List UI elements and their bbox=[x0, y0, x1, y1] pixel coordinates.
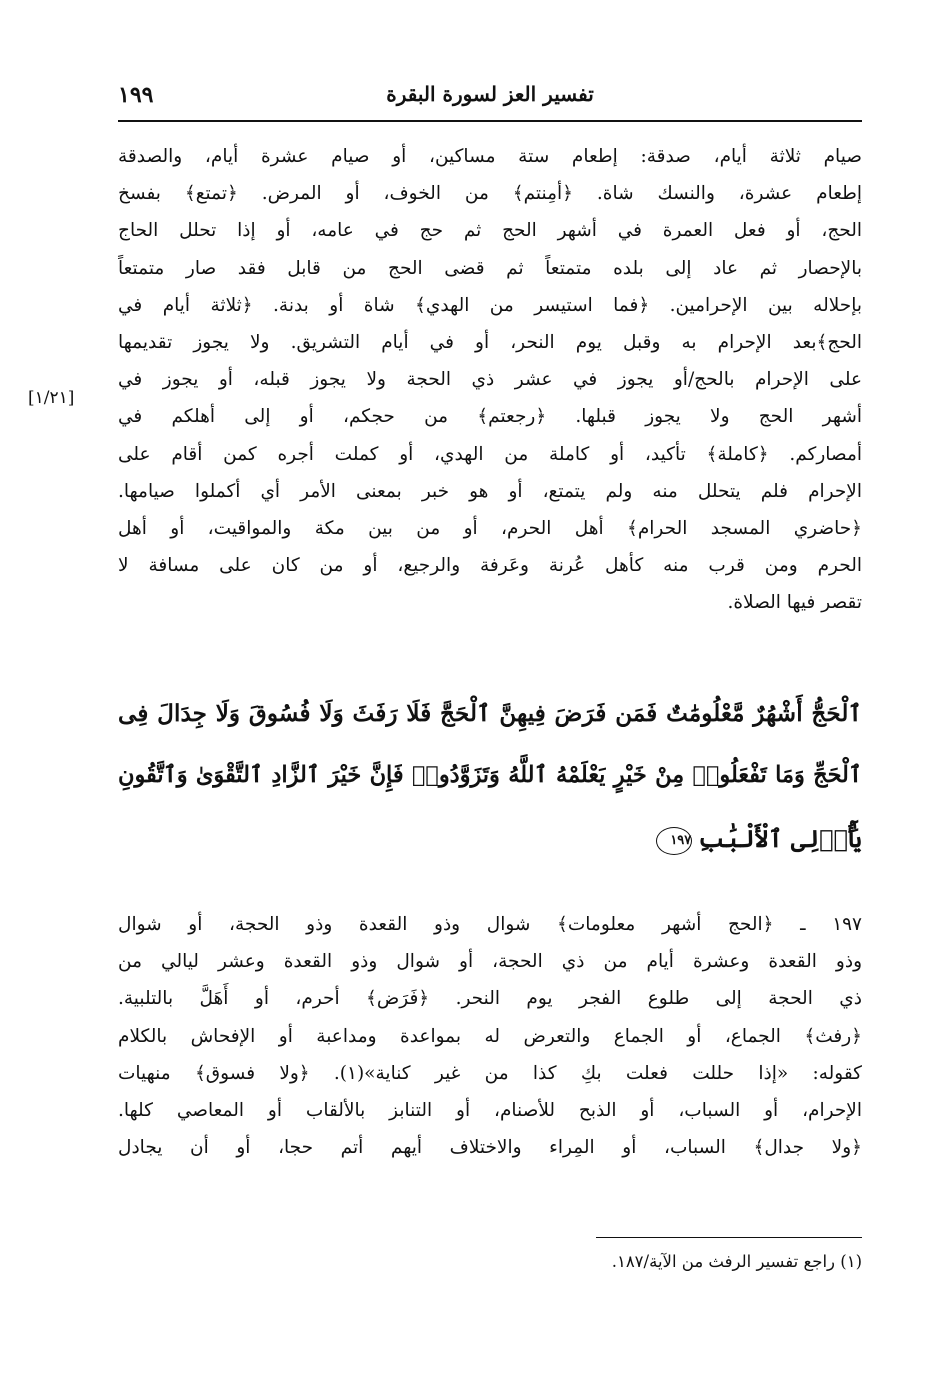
footnote: (١) راجع تفسير الرفث من الآية/١٨٧. bbox=[611, 1252, 862, 1271]
text-line: على الإحرام بالحج/أو يجوز في عشر ذي الحجة ولا يجوز قبله، أو يجوز في bbox=[118, 369, 862, 391]
text-line: صيام ثلاثة أيام، صدقة: إطعام ستة مساكين، أو صيام عشرة أيام، والصدقة bbox=[118, 146, 862, 167]
running-title: تفسير العز لسورة البقرة bbox=[386, 82, 594, 106]
text-line: ذي الحجة إلى طلوع الفجر يوم النحر. ﴿فَرَض﴾ أحرم، أو أَهَلَّ بالتلبية. bbox=[118, 988, 862, 1010]
page-header bbox=[118, 82, 862, 116]
quran-line: ٱلْحَجُّ أَشْهُرٌ مَّعْلُومَٰتٌ فَمَن فَرَضَ فِيهِنَّ ٱلْحَجَّ فَلَا رَفَثَ وَلَا فُسُوقَ وَلَا جِدَالَ فِى bbox=[118, 700, 862, 727]
footnote-rule bbox=[596, 1237, 862, 1238]
quran-line-last bbox=[118, 824, 862, 886]
commentary-paragraph-1 bbox=[118, 138, 862, 621]
text-line: بإحلاله بين الإحرامين. ﴿فما استيسر من الهدي﴾ شاة أو بدنة. ﴿ثلاثة أيام في bbox=[118, 294, 862, 316]
text-line: ١٩٧ ـ ﴿الحج أشهر معلومات﴾ شوال وذو القعدة وذو الحجة، أو شوال bbox=[118, 914, 862, 935]
quran-verse-block bbox=[118, 700, 862, 886]
text-line: الحرم ومن قرب منه كأهل عُرنة وعَرفة والرجيع، أو من كان على مسافة لا bbox=[118, 555, 862, 577]
quran-line: ٱلْحَجِّ وَمَا تَفْعَلُوا۟ مِنْ خَيْرٍ يَعْلَمْهُ ٱللَّهُ وَتَزَوَّدُوا۟ فَإِنَّ خَيْرَ ٱلزَّادِ ٱلتَّقْوَىٰ وَٱتَّقُونِ bbox=[118, 762, 862, 788]
text-line: تقصر فيها الصلاة. bbox=[727, 592, 862, 614]
text-line: ﴿ولا جدال﴾ السباب، أو المِراء والاختلاف أيهم أتم حجا، أو أن يجادل bbox=[118, 1137, 862, 1159]
header-rule bbox=[118, 120, 862, 122]
text-line: ﴿حاضري المسجد الحرام﴾ أهل الحرم، أو من بين مكة والمواقيت، أو أهل bbox=[118, 517, 862, 539]
commentary-paragraph-2 bbox=[118, 906, 862, 1166]
text-line: الإحرام، أو السباب، أو الذبح للأصنام، أو التنابز بالألقاب أو المعاصي كلها. bbox=[118, 1099, 862, 1121]
text-line: أشهر الحج ولا يجوز قبلها. ﴿رجعتم﴾ من حجكم، أو إلى أهلكم في bbox=[118, 406, 862, 428]
text-line: الإحرام فلم يتحلل منه ولم يتمتع، أو هو خبر بمعنى الأمر أي أكملوا صيامها. bbox=[118, 480, 862, 502]
text-line: كقوله: «إذا حللت فعلت بكِ كذا من غير كناية»(١). ﴿ولا فسوق﴾ منهيات bbox=[118, 1062, 862, 1084]
page-number: ١٩٩ bbox=[118, 82, 154, 108]
manuscript-folio-reference: [١/٢١] bbox=[28, 388, 75, 408]
text-line: وذو القعدة وعشرة أيام من ذي الحجة، أو شوال وذو القعدة وعشر ليالي من bbox=[118, 951, 862, 973]
text-line: ﴿رفث﴾ الجماع، أو الجماع والتعرض له بمواعدة ومداعبة أو الإفحاش بالكلام bbox=[118, 1025, 862, 1047]
text-line: بالإحصار ثم عاد إلى بلده متمتعاً ثم قضى الحج من قابل فقد صار متمتعاً bbox=[118, 257, 862, 279]
text-line: الحج، أو فعل العمرة في أشهر الحج ثم حج في عامه، أو إذا تحلل الحاج bbox=[118, 220, 862, 242]
ayah-number-marker: ١٩٧ bbox=[656, 827, 692, 855]
text-line: أمصاركم. ﴿كاملة﴾ تأكيد، أو كاملة من الهدي، أو كملت أجره كمن أقام على bbox=[118, 443, 862, 465]
text-line: إطعام عشرة، والنسك شاة. ﴿أمِنتم﴾ من الخوف، أو المرض. ﴿تمتع﴾ بفسخ bbox=[118, 183, 862, 205]
text-line: الحج﴾بعد الإحرام به وقبل يوم النحر، أو في أيام التشريق. ولا يجوز تقديمها bbox=[118, 331, 862, 353]
quran-line-text: يَٰٓأُو۟لِى ٱلْأَلْبَٰبِ bbox=[698, 824, 862, 853]
